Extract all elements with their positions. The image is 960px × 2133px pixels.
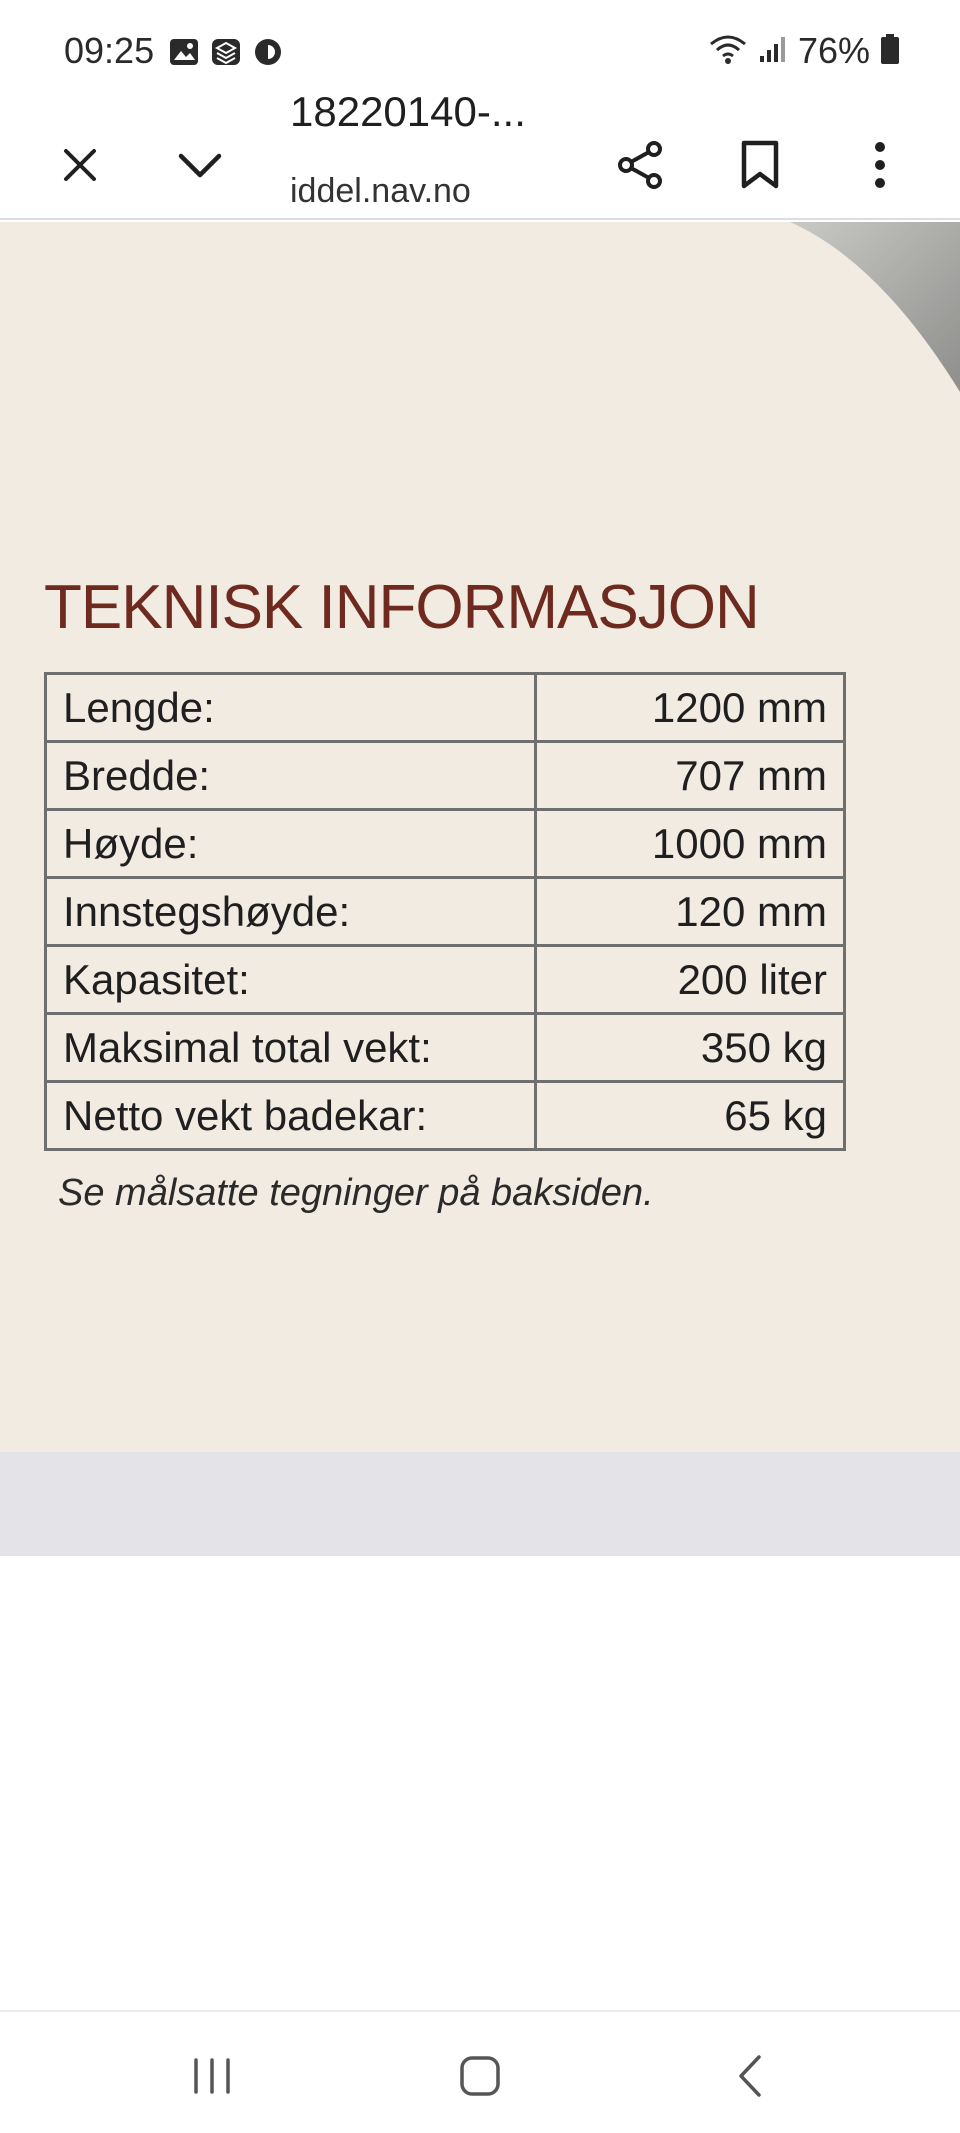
table-row (46, 810, 845, 878)
spec-label: Innstegshøyde: (46, 878, 536, 946)
battery-percent: 76% (797, 30, 870, 71)
spec-table (44, 672, 846, 1151)
document-page[interactable] (0, 222, 960, 1452)
spec-value: 707 mm (536, 742, 845, 810)
spec-value: 120 mm (536, 878, 845, 946)
recent-apps-button[interactable] (167, 2036, 257, 2116)
url-area[interactable] (290, 0, 560, 210)
spec-label: Kapasitet: (46, 946, 536, 1014)
page-separator (0, 1452, 960, 1556)
spec-value: 200 liter (536, 946, 845, 1014)
stack-icon (210, 36, 242, 68)
close-icon (60, 145, 100, 185)
spec-value: 1200 mm (536, 674, 845, 742)
table-row (46, 1082, 845, 1150)
spec-label: Maksimal total vekt: (46, 1014, 536, 1082)
bookmark-icon (740, 140, 780, 190)
recent-apps-icon (190, 2054, 234, 2098)
table-row (46, 742, 845, 810)
signal-icon (758, 34, 788, 69)
home-button[interactable] (435, 2036, 525, 2116)
notification-icons (168, 36, 284, 68)
bookmark-button[interactable] (720, 125, 800, 205)
section-heading: TEKNISK INFORMASJON (44, 573, 759, 642)
spec-value: 65 kg (536, 1082, 845, 1150)
close-button[interactable] (40, 125, 120, 205)
gallery-icon (168, 36, 200, 68)
table-row (46, 878, 845, 946)
system-nav-bar (0, 2010, 960, 2133)
spec-label: Høyde: (46, 810, 536, 878)
share-icon (614, 139, 666, 191)
spec-label: Lengde: (46, 674, 536, 742)
page-domain: iddel.nav.no (290, 172, 471, 210)
spec-value: 350 kg (536, 1014, 845, 1082)
wifi-icon (708, 32, 748, 71)
collapse-button[interactable] (160, 125, 240, 205)
circle-half-icon (252, 36, 284, 68)
more-vert-icon (873, 141, 887, 189)
back-icon (735, 2053, 765, 2099)
spec-label: Bredde: (46, 742, 536, 810)
page-title: 18220140-... (290, 88, 526, 135)
spec-value: 1000 mm (536, 810, 845, 878)
table-row (46, 1014, 845, 1082)
spec-label: Netto vekt badekar: (46, 1082, 536, 1150)
back-button[interactable] (705, 2036, 795, 2116)
page-curl-decoration (760, 222, 960, 392)
status-time: 09:25 (64, 30, 155, 71)
document-note: Se målsatte tegninger på baksiden. (58, 1172, 654, 1214)
chevron-down-icon (177, 150, 223, 180)
status-right (708, 30, 900, 72)
battery-icon (880, 33, 900, 70)
more-options-button[interactable] (840, 125, 920, 205)
home-icon (457, 2053, 503, 2099)
table-row (46, 674, 845, 742)
share-button[interactable] (600, 125, 680, 205)
table-row (46, 946, 845, 1014)
